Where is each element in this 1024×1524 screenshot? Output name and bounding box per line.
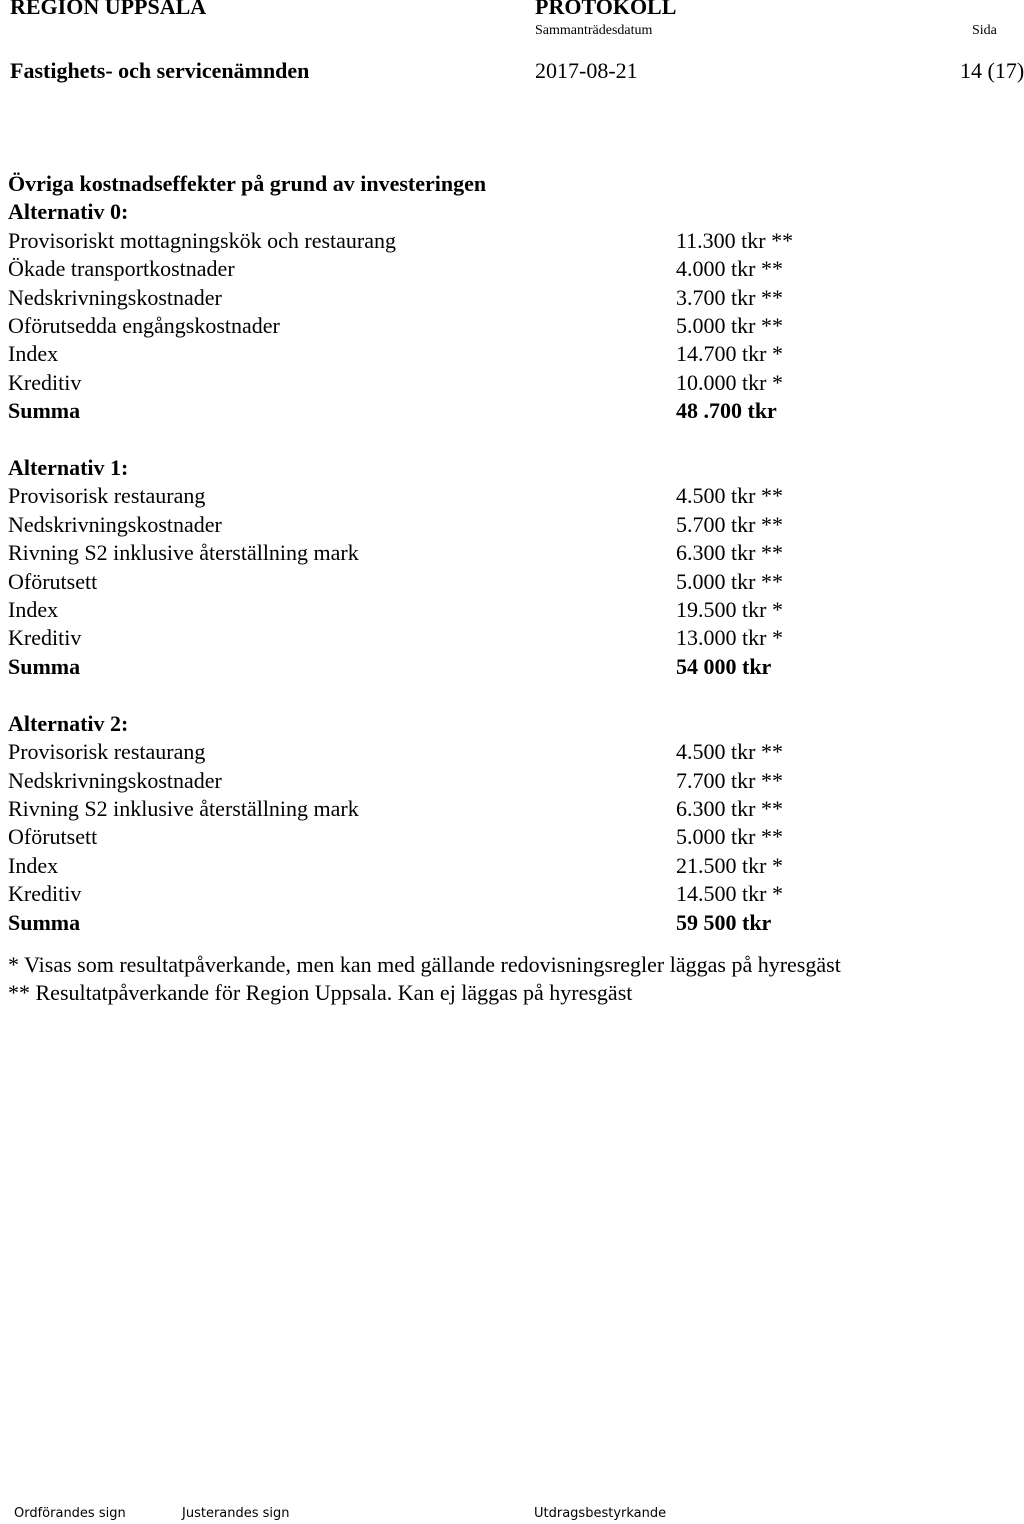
- cost-value: 7.700 tkr **: [676, 767, 783, 793]
- alternative-title: Alternativ 2:: [8, 710, 129, 736]
- cost-value: 4.000 tkr **: [676, 256, 783, 282]
- cost-label: Rivning S2 inklusive återställning mark: [8, 795, 359, 821]
- page-number: 14 (17): [960, 58, 1024, 83]
- certifier-signature-label: Utdragsbestyrkande: [534, 1506, 667, 1521]
- cost-label: Oförutsett: [8, 568, 98, 594]
- cost-label: Kreditiv: [8, 881, 82, 907]
- cost-value: 5.000 tkr **: [676, 313, 783, 339]
- cost-row: [8, 511, 1008, 539]
- total-value: 59 500 tkr: [676, 909, 772, 935]
- cost-label: Index: [8, 341, 59, 367]
- cost-value: 4.500 tkr **: [676, 739, 783, 765]
- committee-name: Fastighets- och servicenämnden: [10, 58, 310, 83]
- cost-label: Ökade transportkostnader: [8, 256, 235, 282]
- cost-label: Provisorisk restaurang: [8, 739, 206, 765]
- cost-row: [8, 823, 1008, 851]
- cost-value: 14.700 tkr *: [676, 341, 783, 367]
- cost-row: [8, 255, 1008, 283]
- cost-value: 5.000 tkr **: [676, 568, 783, 594]
- meeting-date: 2017-08-21: [535, 58, 638, 83]
- total-label: Summa: [8, 398, 81, 424]
- cost-label: Provisorisk restaurang: [8, 483, 206, 509]
- cost-row: [8, 312, 1008, 340]
- alternative-1-block: [8, 454, 1008, 681]
- alternative-title: Alternativ 0:: [8, 199, 129, 225]
- cost-label: Rivning S2 inklusive återställning mark: [8, 540, 359, 566]
- cost-row: [8, 795, 1008, 823]
- alternative-title: Alternativ 1:: [8, 455, 129, 481]
- cost-value: 3.700 tkr **: [676, 284, 783, 310]
- cost-label: Kreditiv: [8, 369, 82, 395]
- cost-label: Index: [8, 852, 59, 878]
- cost-row: [8, 227, 1008, 255]
- cost-row: [8, 539, 1008, 567]
- chair-signature-label: Ordförandes sign: [14, 1506, 126, 1521]
- cost-value: 6.300 tkr **: [676, 795, 783, 821]
- footnote-double-asterisk: ** Resultatpåverkande för Region Uppsala. Kan ej läggas på hyresgäst: [8, 980, 633, 1006]
- cost-row: [8, 369, 1008, 397]
- cost-value: 14.500 tkr *: [676, 881, 783, 907]
- total-label: Summa: [8, 653, 81, 679]
- cost-value: 11.300 tkr **: [676, 227, 794, 253]
- cost-row: [8, 482, 1008, 510]
- cost-value: 5.700 tkr **: [676, 511, 783, 537]
- total-row: [8, 653, 1008, 681]
- cost-row: [8, 340, 1008, 368]
- cost-label: Nedskrivningskostnader: [8, 284, 222, 310]
- cost-row: [8, 284, 1008, 312]
- cost-label: Index: [8, 597, 59, 623]
- cost-label: Nedskrivningskostnader: [8, 511, 222, 537]
- cost-effects-section: [8, 170, 1008, 1008]
- cost-row: [8, 738, 1008, 766]
- cost-label: Oförutsedda engångskostnader: [8, 313, 280, 339]
- footnote-single-asterisk: * Visas som resultatpåverkande, men kan med gällande redovisningsregler läggas på hyresgäst: [8, 951, 841, 977]
- cost-value: 6.300 tkr **: [676, 540, 783, 566]
- cost-row: [8, 568, 1008, 596]
- cost-value: 4.500 tkr **: [676, 483, 783, 509]
- cost-label: Nedskrivningskostnader: [8, 767, 222, 793]
- organization-name: REGION UPPSALA: [10, 0, 207, 19]
- total-label: Summa: [8, 909, 81, 935]
- cost-label: Oförutsett: [8, 824, 98, 850]
- date-label: Sammanträdesdatum: [535, 23, 653, 38]
- cost-value: 10.000 tkr *: [676, 369, 783, 395]
- cost-value: 21.500 tkr *: [676, 852, 783, 878]
- cost-row: [8, 767, 1008, 795]
- cost-row: [8, 852, 1008, 880]
- section-heading: Övriga kostnadseffekter på grund av investeringen: [8, 171, 487, 196]
- alternative-2-block: [8, 710, 1008, 937]
- cost-value: 13.000 tkr *: [676, 625, 783, 651]
- cost-value: 5.000 tkr **: [676, 824, 783, 850]
- total-value: 54 000 tkr: [676, 653, 772, 679]
- cost-value: 19.500 tkr *: [676, 597, 783, 623]
- cost-label: Provisoriskt mottagningskök och restaurang: [8, 227, 397, 253]
- cost-row: [8, 624, 1008, 652]
- page-label: Sida: [972, 23, 997, 38]
- document-type: PROTOKOLL: [535, 0, 677, 19]
- total-row: [8, 909, 1008, 937]
- cost-label: Kreditiv: [8, 625, 82, 651]
- adjuster-signature-label: Justerandes sign: [182, 1506, 290, 1521]
- total-row: [8, 397, 1008, 425]
- cost-row: [8, 596, 1008, 624]
- total-value: 48 .700 tkr: [676, 398, 777, 424]
- cost-row: [8, 880, 1008, 908]
- alternative-0-block: [8, 198, 1008, 425]
